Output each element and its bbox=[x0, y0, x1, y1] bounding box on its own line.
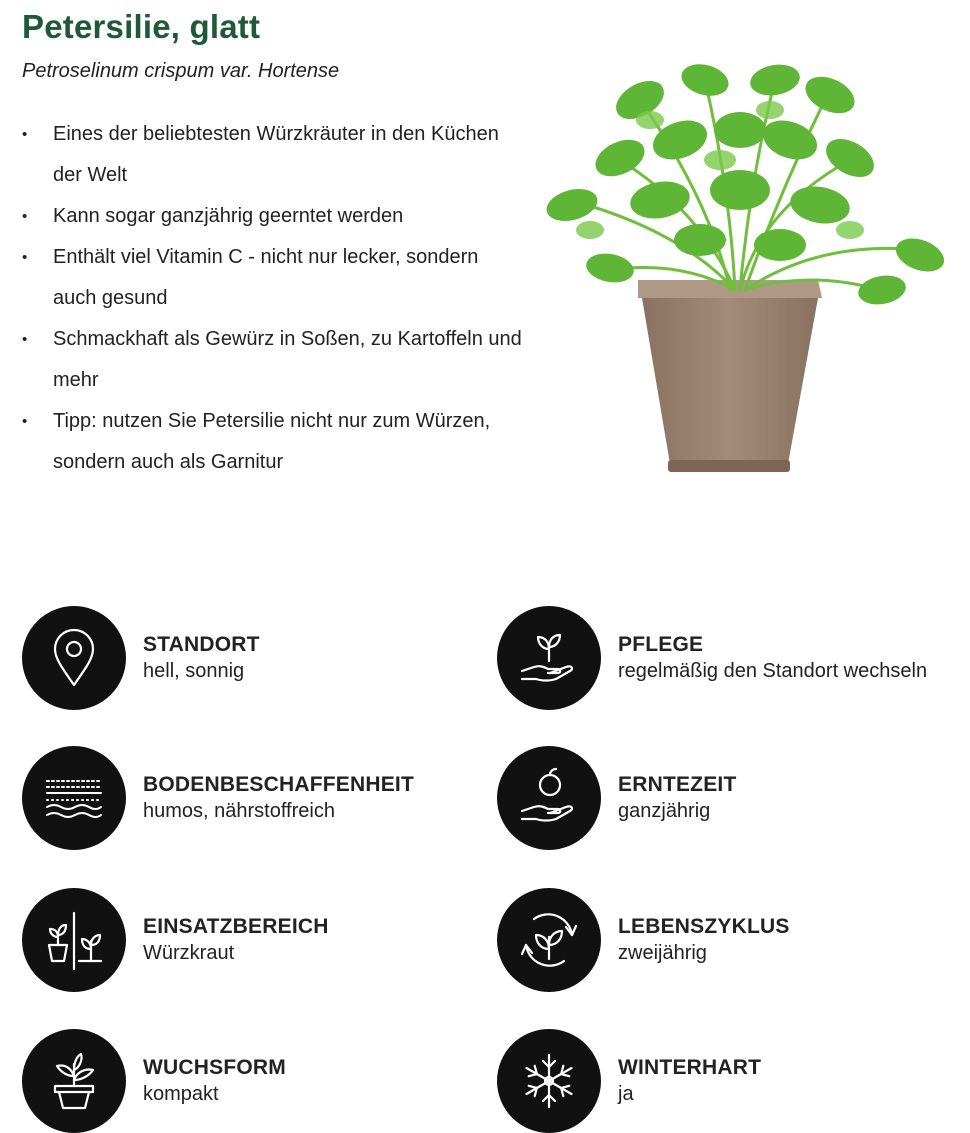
feature-label: LEBENSZYKLUS bbox=[618, 915, 790, 938]
feature-value: regelmäßig den Standort wechseln bbox=[618, 660, 928, 682]
pot-and-garden-icon bbox=[22, 888, 126, 992]
potted-plant-icon bbox=[22, 1029, 126, 1133]
seedling-hand-icon bbox=[497, 606, 601, 710]
feature-value: Würzkraut bbox=[143, 942, 235, 964]
lifecycle-icon bbox=[497, 888, 601, 992]
feature-value: zweijährig bbox=[618, 942, 707, 964]
snowflake-icon bbox=[497, 1029, 601, 1133]
feature-pflege bbox=[497, 606, 927, 710]
feature-boden bbox=[22, 746, 414, 850]
harvest-hand-icon bbox=[497, 746, 601, 850]
feature-label: ERNTEZEIT bbox=[618, 773, 737, 796]
feature-value: ganzjährig bbox=[618, 800, 711, 822]
bullet-item: • Enthält viel Vitamin C - nicht nur lecker, sondern auch gesund bbox=[22, 237, 522, 319]
feature-wuchsform bbox=[22, 1029, 286, 1133]
bullet-item: • Eines der beliebtesten Würzkräuter in den Küchen der Welt bbox=[22, 114, 522, 196]
feature-value: ja bbox=[618, 1083, 634, 1105]
feature-winterhart bbox=[497, 1029, 761, 1133]
feature-label: BODENBESCHAFFENHEIT bbox=[143, 773, 414, 796]
feature-einsatzbereich bbox=[22, 888, 329, 992]
bullet-item: • Schmackhaft als Gewürz in Soßen, zu Kartoffeln und mehr bbox=[22, 319, 522, 401]
feature-value: hell, sonnig bbox=[143, 660, 245, 682]
feature-label: EINSATZBEREICH bbox=[143, 915, 329, 938]
feature-label: WINTERHART bbox=[618, 1056, 762, 1079]
soil-layers-icon bbox=[22, 746, 126, 850]
feature-label: STANDORT bbox=[143, 633, 260, 656]
location-pin-icon bbox=[22, 606, 126, 710]
feature-bullet-list bbox=[22, 114, 522, 483]
feature-standort bbox=[22, 606, 260, 710]
feature-lebenszyklus bbox=[497, 888, 790, 992]
feature-value: kompakt bbox=[143, 1083, 219, 1105]
bullet-item: • Kann sogar ganzjährig geerntet werden bbox=[22, 196, 522, 237]
feature-label: WUCHSFORM bbox=[143, 1056, 286, 1079]
latin-name: Petroselinum crispum var. Hortense bbox=[22, 60, 340, 82]
product-title: Petersilie, glatt bbox=[22, 8, 261, 45]
feature-value: humos, nährstoffreich bbox=[143, 800, 335, 822]
feature-erntezeit bbox=[497, 746, 736, 850]
bullet-item: • Tipp: nutzen Sie Petersilie nicht nur zum Würzen, sondern auch als Garnitur bbox=[22, 401, 522, 483]
feature-label: PFLEGE bbox=[618, 633, 704, 656]
parsley-plant-image bbox=[530, 40, 950, 480]
